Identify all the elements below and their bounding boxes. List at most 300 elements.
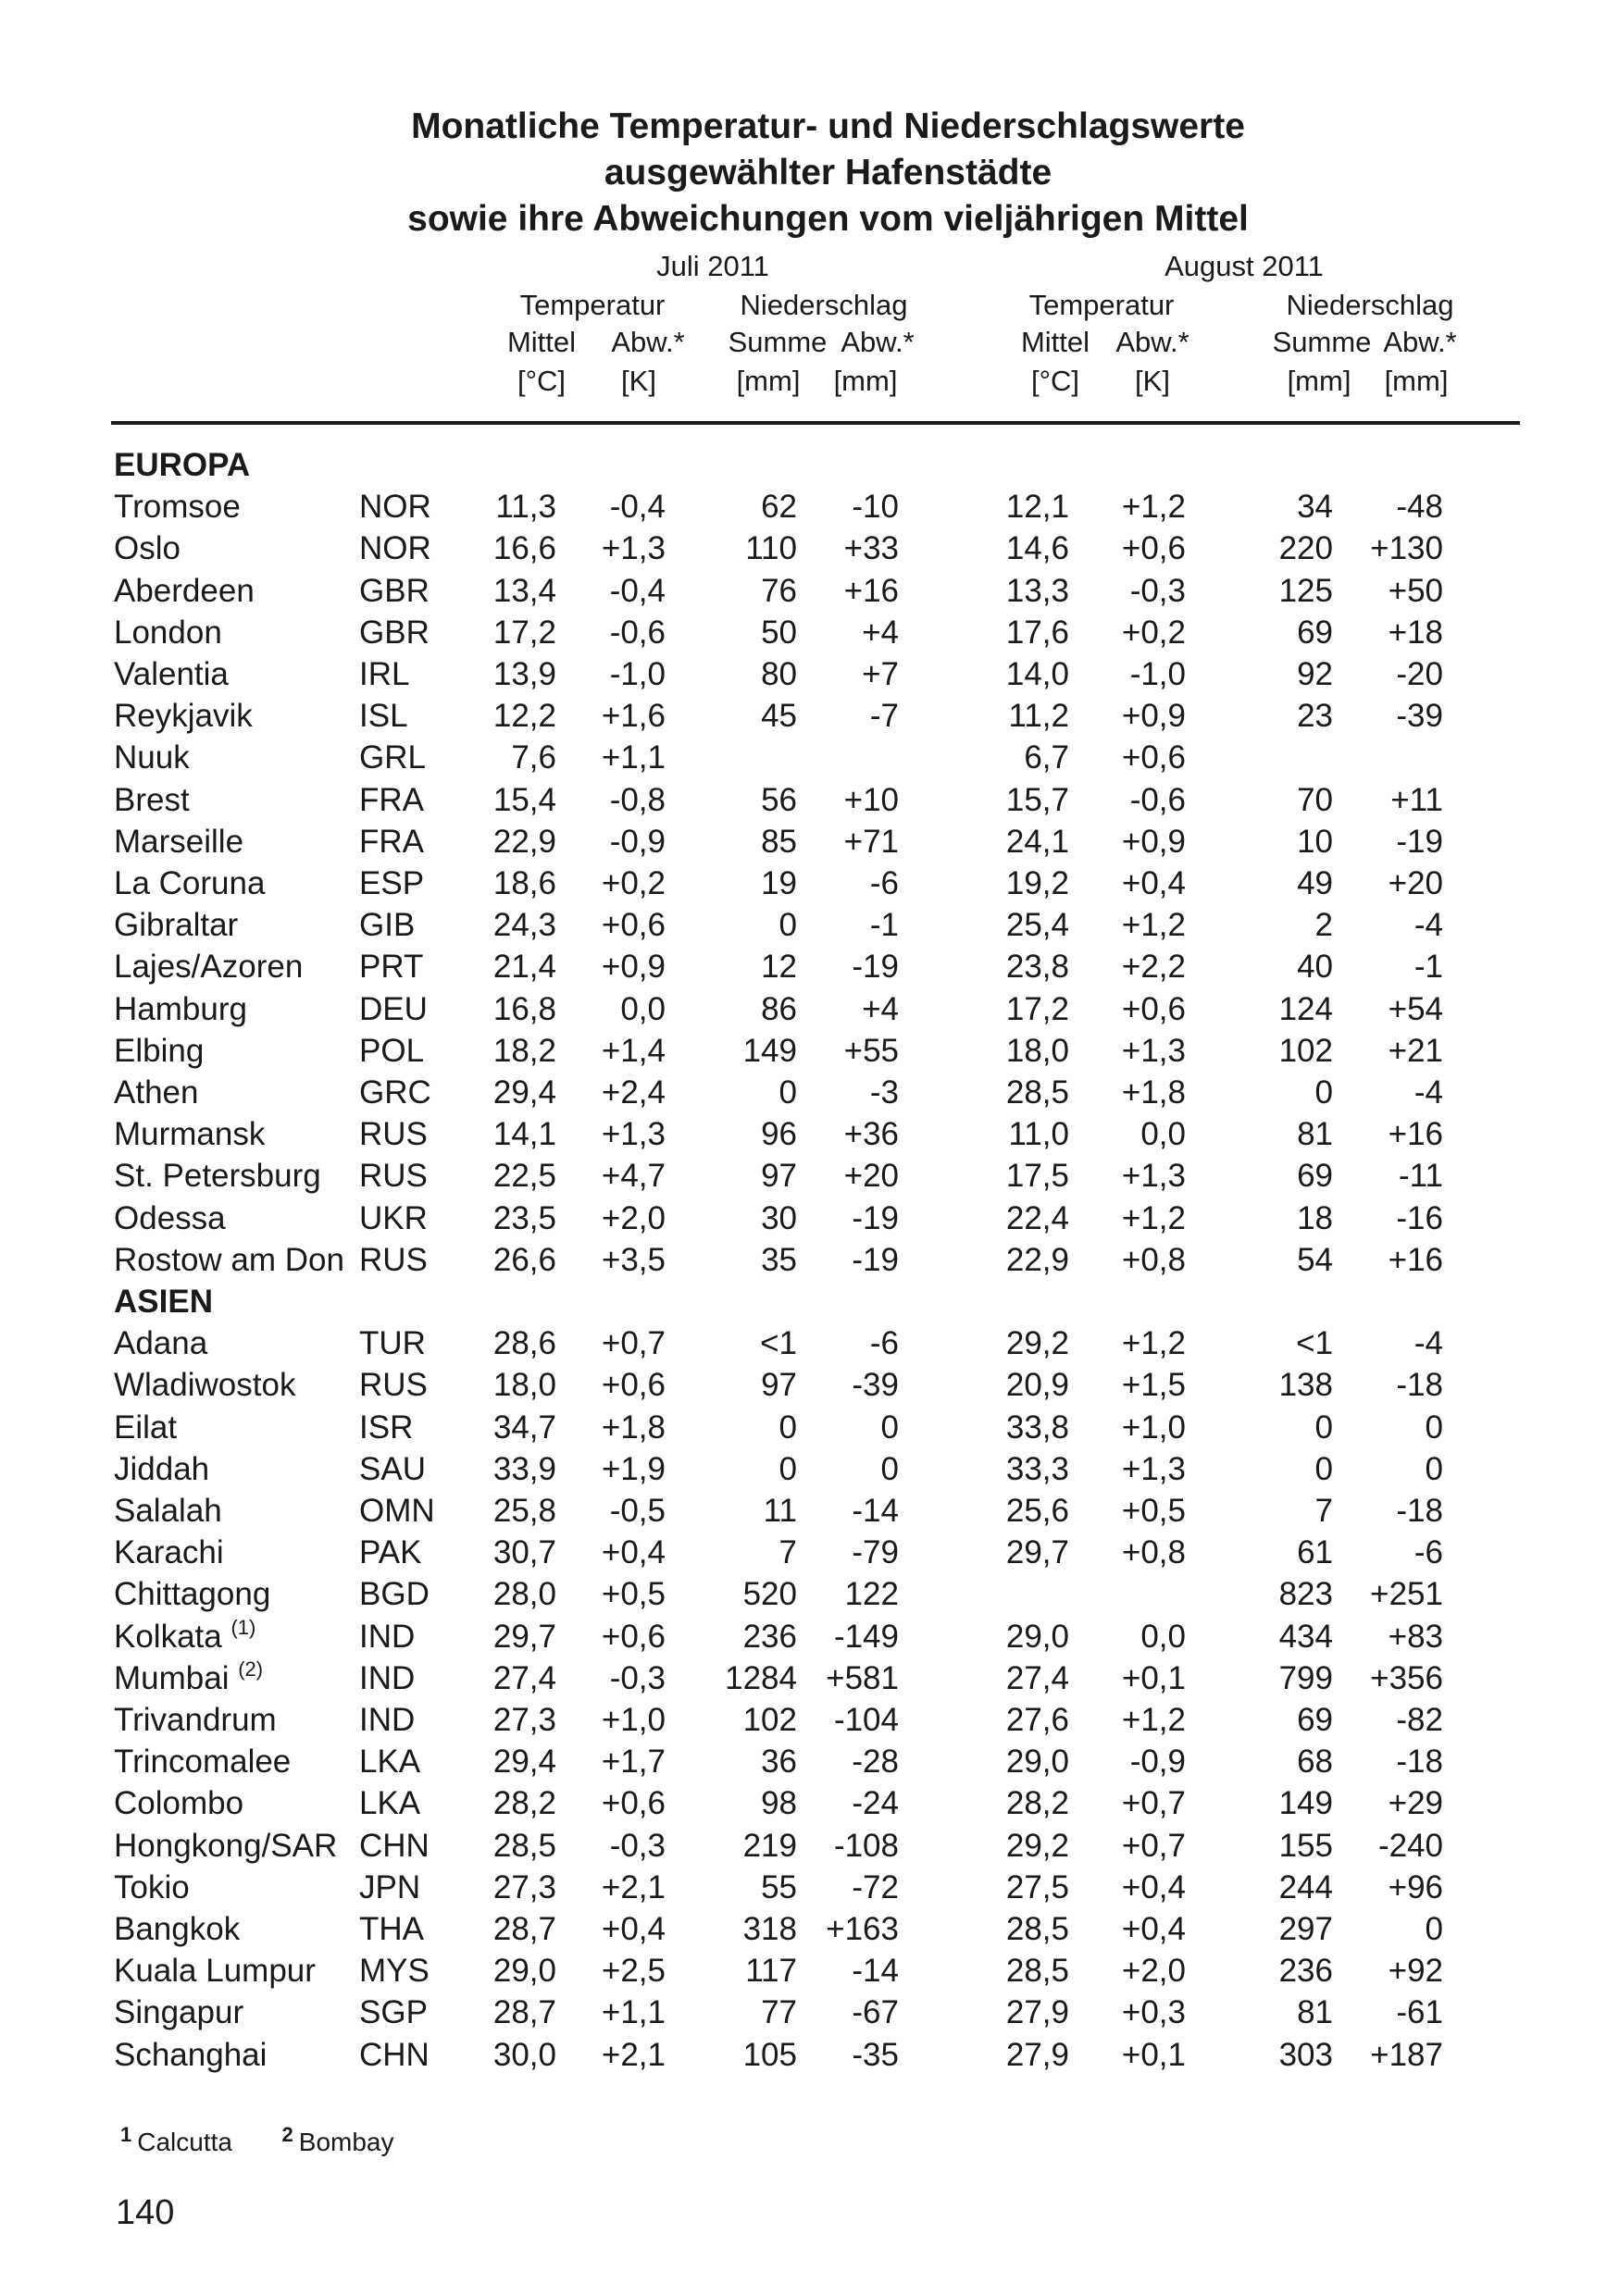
cell-august-mean: 12,1 (1005, 489, 1069, 526)
cell-country-code: SGP (359, 1994, 428, 2031)
cell-july-temp-dev: +0,9 (601, 949, 666, 986)
table-row (0, 1155, 1619, 1197)
header-july-precip-dev: Abw.* (841, 326, 915, 358)
cell-august-mean: 13,3 (1005, 572, 1069, 609)
cell-country-code: ISR (359, 1409, 414, 1446)
cell-country-code: MYS (359, 1953, 430, 1990)
cell-august-temp-dev: +1,2 (1121, 1199, 1186, 1236)
cell-july-sum: 62 (761, 489, 797, 526)
cell-august-sum: 70 (1297, 781, 1333, 818)
cell-july-temp-dev: +1,9 (601, 1450, 666, 1487)
cell-august-precip-dev: -18 (1396, 1493, 1443, 1529)
cell-august-mean: 28,2 (1005, 1785, 1069, 1822)
cell-country-code: LKA (359, 1744, 421, 1781)
cell-july-sum: 36 (761, 1744, 797, 1781)
cell-july-precip-dev: -19 (852, 1241, 899, 1278)
cell-july-mean: 26,6 (492, 1241, 556, 1278)
cell-city: Tromsoe (114, 489, 241, 526)
cell-august-mean: 33,3 (1005, 1450, 1069, 1487)
cell-city: Chittagong (114, 1576, 271, 1613)
header-july-unit-mm-dev: [mm] (833, 365, 898, 397)
cell-city: Athen (114, 1074, 199, 1111)
table-row (0, 1741, 1619, 1782)
cell-july-temp-dev: -0,6 (609, 614, 666, 651)
header-august-temperature: Temperatur (1028, 289, 1175, 321)
cell-august-sum: 92 (1297, 656, 1333, 692)
cell-august-precip-dev: -20 (1396, 656, 1443, 692)
cell-august-mean: 22,4 (1005, 1199, 1069, 1236)
cell-july-temp-dev: +0,6 (601, 1367, 666, 1404)
cell-july-precip-dev: -67 (852, 1994, 899, 2031)
cell-august-precip-dev: +130 (1370, 530, 1443, 567)
cell-country-code: GIB (359, 907, 416, 944)
cell-july-precip-dev: +4 (862, 990, 899, 1027)
header-july-unit-c: [°C] (517, 365, 566, 397)
cell-august-mean: 17,5 (1005, 1158, 1069, 1195)
cell-august-precip-dev: -1 (1414, 949, 1443, 986)
cell-city: Brest (114, 781, 190, 818)
cell-august-mean: 14,0 (1005, 656, 1069, 692)
cell-july-sum: 19 (761, 865, 797, 901)
cell-july-temp-dev: 0,0 (620, 990, 666, 1027)
table-row (0, 1239, 1619, 1281)
cell-july-temp-dev: +1,1 (601, 739, 666, 776)
cell-august-sum: 40 (1297, 949, 1333, 986)
cell-city: Lajes/Azoren (114, 949, 304, 986)
cell-august-sum: 81 (1297, 1994, 1333, 2031)
cell-july-temp-dev: +0,5 (601, 1576, 666, 1613)
cell-july-mean: 7,6 (511, 739, 556, 776)
cell-august-sum: 236 (1278, 1953, 1333, 1990)
cell-july-temp-dev: +0,7 (601, 1325, 666, 1362)
table-row (0, 1030, 1619, 1072)
cell-august-sum: 138 (1278, 1367, 1333, 1404)
cell-july-sum: 105 (742, 2036, 797, 2073)
header-july-mean: Mittel (506, 326, 577, 358)
cell-city: Kolkata $^{(1)}$ (114, 1615, 256, 1655)
cell-july-precip-dev: -10 (852, 489, 899, 526)
cell-july-mean: 14,1 (492, 1116, 556, 1153)
cell-july-temp-dev: +0,4 (601, 1534, 666, 1571)
cell-july-mean: 17,2 (492, 614, 556, 651)
cell-july-mean: 25,8 (492, 1493, 556, 1529)
cell-country-code: POL (359, 1032, 425, 1069)
cell-july-temp-dev: +1,0 (601, 1702, 666, 1738)
cell-august-precip-dev: +18 (1388, 614, 1443, 651)
cell-july-temp-dev: +2,4 (601, 1074, 666, 1111)
cell-july-mean: 28,2 (492, 1785, 556, 1822)
cell-august-temp-dev: +0,4 (1121, 1868, 1186, 1905)
cell-july-mean: 28,0 (492, 1576, 556, 1613)
header-august-sum: Summe (1272, 326, 1372, 358)
cell-country-code: RUS (359, 1367, 428, 1404)
cell-city: Murmansk (114, 1116, 266, 1153)
header-august-unit-mm-dev: [mm] (1384, 365, 1449, 397)
cell-july-precip-dev: -19 (852, 1199, 899, 1236)
cell-july-precip-dev: -1 (869, 907, 899, 944)
table-row (0, 2034, 1619, 2076)
header-month-august: August 2011 (1164, 250, 1324, 282)
cell-july-temp-dev: +1,3 (601, 530, 666, 567)
cell-july-temp-dev: -0,3 (609, 1827, 666, 1864)
section-heading: ASIEN (114, 1284, 213, 1320)
cell-july-temp-dev: -0,4 (609, 489, 666, 526)
header-august-precip-dev: Abw.* (1383, 326, 1457, 358)
cell-august-sum: 2 (1314, 907, 1333, 944)
section-heading: EUROPA (114, 447, 251, 483)
cell-august-mean: 18,0 (1005, 1032, 1069, 1069)
header-august-mean: Mittel (1020, 326, 1090, 358)
table-row (0, 1867, 1619, 1908)
cell-august-mean: 24,1 (1005, 823, 1069, 860)
cell-august-precip-dev: -61 (1396, 1994, 1443, 2031)
cell-august-precip-dev: +29 (1388, 1785, 1443, 1822)
cell-august-precip-dev: +83 (1388, 1618, 1443, 1655)
cell-august-precip-dev: 0 (1425, 1450, 1443, 1487)
cell-august-sum: 61 (1297, 1534, 1333, 1571)
cell-july-precip-dev: +55 (843, 1032, 899, 1069)
cell-august-precip-dev: +251 (1370, 1576, 1443, 1613)
cell-august-mean: 27,5 (1005, 1868, 1069, 1905)
table-row (0, 1322, 1619, 1364)
cell-july-precip-dev: -149 (833, 1618, 899, 1655)
cell-july-precip-dev: -7 (869, 698, 899, 735)
cell-august-sum: 823 (1278, 1576, 1333, 1613)
cell-city: Marseille (114, 823, 244, 860)
cell-july-sum: 80 (761, 656, 797, 692)
cell-july-temp-dev: +2,5 (601, 1953, 666, 1990)
cell-august-precip-dev: +11 (1390, 781, 1443, 818)
cell-country-code: UKR (359, 1199, 428, 1236)
cell-july-sum: 97 (761, 1158, 797, 1195)
cell-july-mean: 15,4 (492, 781, 556, 818)
cell-july-temp-dev: -0,8 (609, 781, 666, 818)
cell-july-precip-dev: +33 (843, 530, 899, 567)
cell-country-code: RUS (359, 1116, 428, 1153)
cell-july-sum: 7 (778, 1534, 797, 1571)
cell-august-temp-dev: +0,1 (1121, 1659, 1186, 1696)
cell-city: Kuala Lumpur (114, 1953, 316, 1990)
cell-august-sum: 0 (1314, 1450, 1333, 1487)
cell-august-mean: 28,5 (1005, 1911, 1069, 1947)
cell-city: La Coruna (114, 865, 266, 901)
cell-august-sum: 7 (1314, 1493, 1333, 1529)
cell-july-precip-dev: -14 (852, 1953, 899, 1990)
cell-august-precip-dev: -240 (1377, 1827, 1443, 1864)
cell-august-temp-dev: +0,1 (1121, 2036, 1186, 2073)
cell-july-temp-dev: -0,4 (609, 572, 666, 609)
cell-july-precip-dev: +10 (843, 781, 899, 818)
cell-city: Tokio (114, 1868, 190, 1905)
table-row (0, 570, 1619, 612)
cell-city: Aberdeen (114, 572, 255, 609)
cell-july-precip-dev: -6 (869, 865, 899, 901)
cell-july-sum: 236 (742, 1618, 797, 1655)
header-july-unit-mm-sum: [mm] (736, 365, 801, 397)
table-row (0, 527, 1619, 569)
cell-august-sum: 34 (1297, 489, 1333, 526)
cell-august-sum: 303 (1278, 2036, 1333, 2073)
cell-august-precip-dev: -82 (1396, 1702, 1443, 1738)
cell-july-temp-dev: +2,1 (601, 2036, 666, 2073)
cell-july-mean: 27,3 (492, 1702, 556, 1738)
cell-august-temp-dev: +0,7 (1121, 1827, 1186, 1864)
cell-august-precip-dev: -6 (1414, 1534, 1443, 1571)
cell-august-temp-dev: 0,0 (1140, 1618, 1186, 1655)
cell-july-sum: 50 (761, 614, 797, 651)
cell-july-temp-dev: +4,7 (601, 1158, 666, 1195)
cell-august-sum: 81 (1297, 1116, 1333, 1153)
header-august-precipitation: Niederschlag (1286, 289, 1454, 321)
cell-august-temp-dev: +0,6 (1121, 990, 1186, 1027)
cell-august-mean: 19,2 (1005, 865, 1069, 901)
cell-july-precip-dev: -79 (852, 1534, 899, 1571)
cell-country-code: IND (359, 1659, 416, 1696)
cell-july-mean: 18,0 (492, 1367, 556, 1404)
cell-city: Odessa (114, 1199, 226, 1236)
cell-city: Oslo (114, 530, 181, 567)
cell-july-sum: 0 (778, 1409, 797, 1446)
cell-august-sum: 10 (1297, 823, 1333, 860)
cell-city: Trincomalee (114, 1744, 292, 1781)
cell-country-code: GRL (359, 739, 426, 776)
cell-city: Jiddah (114, 1450, 210, 1487)
cell-city: Hongkong/SAR (114, 1827, 338, 1864)
cell-july-precip-dev: -6 (869, 1325, 899, 1362)
cell-july-sum: 76 (761, 572, 797, 609)
cell-country-code: SAU (359, 1450, 426, 1487)
cell-july-precip-dev: 0 (880, 1409, 899, 1446)
cell-july-precip-dev: 0 (880, 1450, 899, 1487)
title-line-1: Monatliche Temperatur- und Niederschlagswerte (411, 106, 1245, 146)
cell-august-sum: 149 (1278, 1785, 1333, 1822)
cell-july-sum: 520 (742, 1576, 797, 1613)
table-row (0, 737, 1619, 778)
cell-august-temp-dev: +0,9 (1121, 698, 1186, 735)
cell-city: Reykjavik (114, 698, 253, 735)
cell-august-sum: 18 (1297, 1199, 1333, 1236)
cell-august-temp-dev: +1,2 (1121, 489, 1186, 526)
cell-city: Adana (114, 1325, 208, 1362)
cell-august-mean: 29,7 (1005, 1534, 1069, 1571)
cell-july-precip-dev: -14 (852, 1493, 899, 1529)
cell-july-mean: 34,7 (492, 1409, 556, 1446)
footnote-marker: (1) (230, 1615, 256, 1639)
table-row (0, 1992, 1619, 2033)
table-row (0, 1657, 1619, 1699)
cell-july-mean: 16,6 (492, 530, 556, 567)
table-row (0, 946, 1619, 987)
cell-july-mean: 21,4 (492, 949, 556, 986)
cell-august-sum: 69 (1297, 1158, 1333, 1195)
table-row (0, 1950, 1619, 1992)
cell-country-code: ESP (359, 865, 425, 901)
cell-country-code: IND (359, 1702, 416, 1738)
table-row (0, 1532, 1619, 1573)
cell-july-sum: 98 (761, 1785, 797, 1822)
cell-july-mean: 13,9 (492, 656, 556, 692)
cell-country-code: LKA (359, 1785, 421, 1822)
cell-august-temp-dev: +0,8 (1121, 1241, 1186, 1278)
cell-july-mean: 12,2 (492, 698, 556, 735)
cell-july-precip-dev: +4 (862, 614, 899, 651)
cell-august-mean: 25,6 (1005, 1493, 1069, 1529)
cell-country-code: CHN (359, 1827, 430, 1864)
header-august-unit-k: [K] (1135, 365, 1170, 397)
cell-country-code: GBR (359, 572, 430, 609)
cell-august-mean: 33,8 (1005, 1409, 1069, 1446)
cell-august-temp-dev: +0,6 (1121, 739, 1186, 776)
title-line-2: ausgewählter Hafenstädte (604, 153, 1052, 192)
cell-city: Nuuk (114, 739, 190, 776)
table-row (0, 1407, 1619, 1448)
cell-august-precip-dev: -11 (1399, 1158, 1443, 1195)
cell-city: Rostow am Don (114, 1241, 344, 1278)
cell-august-sum: <1 (1296, 1325, 1333, 1362)
table-row (0, 1825, 1619, 1867)
cell-country-code: BGD (359, 1576, 430, 1613)
cell-july-mean: 30,0 (492, 2036, 556, 2073)
header-august-temp-dev: Abw.* (1115, 326, 1189, 358)
cell-july-temp-dev: -0,3 (609, 1659, 666, 1696)
cell-city: Mumbai $^{(2)}$ (114, 1657, 264, 1696)
cell-august-mean: 29,0 (1005, 1618, 1069, 1655)
cell-august-precip-dev: +92 (1388, 1953, 1443, 1990)
cell-august-temp-dev: +0,7 (1121, 1785, 1186, 1822)
cell-city: St. Petersburg (114, 1158, 321, 1195)
cell-july-mean: 30,7 (492, 1534, 556, 1571)
cell-july-temp-dev: +0,2 (601, 865, 666, 901)
cell-august-temp-dev: +1,3 (1121, 1450, 1186, 1487)
cell-august-sum: 23 (1297, 698, 1333, 735)
cell-august-temp-dev: +2,0 (1121, 1953, 1186, 1990)
cell-july-mean: 28,5 (492, 1827, 556, 1864)
cell-august-sum: 69 (1297, 614, 1333, 651)
cell-july-temp-dev: -1,0 (609, 656, 666, 692)
cell-august-sum: 155 (1278, 1827, 1333, 1864)
footnote-1: $^1$ Calcutta (120, 2123, 232, 2156)
cell-august-precip-dev: +187 (1370, 2036, 1443, 2073)
cell-august-precip-dev: 0 (1425, 1911, 1443, 1947)
cell-july-mean: 28,7 (492, 1994, 556, 2031)
cell-august-precip-dev: +16 (1388, 1241, 1443, 1278)
cell-july-temp-dev: +0,6 (601, 907, 666, 944)
cell-country-code: THA (359, 1911, 424, 1947)
cell-august-temp-dev: +0,9 (1121, 823, 1186, 860)
cell-august-temp-dev: +0,6 (1121, 530, 1186, 567)
cell-country-code: RUS (359, 1158, 428, 1195)
header-july-unit-k: [K] (621, 365, 656, 397)
cell-july-sum: 0 (778, 1074, 797, 1111)
cell-august-temp-dev: +1,8 (1121, 1074, 1186, 1111)
cell-august-mean: 6,7 (1024, 739, 1069, 776)
table-row (0, 1490, 1619, 1532)
cell-july-mean: 16,8 (492, 990, 556, 1027)
cell-july-mean: 29,4 (492, 1074, 556, 1111)
cell-july-precip-dev: -104 (833, 1702, 899, 1738)
cell-july-temp-dev: +0,6 (601, 1785, 666, 1822)
cell-july-precip-dev: +16 (843, 572, 899, 609)
cell-july-mean: 29,7 (492, 1618, 556, 1655)
cell-country-code: PAK (359, 1534, 422, 1571)
cell-country-code: PRT (359, 949, 424, 986)
cell-august-mean: 25,4 (1005, 907, 1069, 944)
cell-july-temp-dev: -0,9 (609, 823, 666, 860)
header-rule (111, 421, 1520, 425)
header-august-unit-mm-sum: [mm] (1287, 365, 1351, 397)
cell-july-sum: <1 (760, 1325, 797, 1362)
cell-august-precip-dev: -39 (1396, 698, 1443, 735)
cell-july-temp-dev: +1,4 (601, 1032, 666, 1069)
cell-july-temp-dev: +3,5 (601, 1241, 666, 1278)
table-row (0, 1072, 1619, 1113)
cell-july-precip-dev: -39 (852, 1367, 899, 1404)
cell-city: Wladiwostok (114, 1367, 296, 1404)
cell-august-mean: 11,2 (1008, 698, 1069, 735)
cell-august-precip-dev: -4 (1414, 1074, 1443, 1111)
cell-august-mean: 11,0 (1008, 1116, 1069, 1153)
cell-august-temp-dev: +1,2 (1121, 907, 1186, 944)
cell-august-mean: 23,8 (1005, 949, 1069, 986)
cell-july-temp-dev: +0,6 (601, 1618, 666, 1655)
cell-august-mean: 27,9 (1005, 2036, 1069, 2073)
cell-august-temp-dev: +1,5 (1121, 1367, 1186, 1404)
cell-july-sum: 318 (742, 1911, 797, 1947)
cell-country-code: RUS (359, 1241, 428, 1278)
cell-city: Hamburg (114, 990, 247, 1027)
footnote-marker: (2) (238, 1657, 264, 1681)
cell-august-temp-dev: +2,2 (1121, 949, 1186, 986)
cell-july-mean: 18,2 (492, 1032, 556, 1069)
header-july-sum: Summe (728, 326, 828, 358)
cell-august-sum: 220 (1278, 530, 1333, 567)
header-july-temperature: Temperatur (519, 289, 666, 321)
cell-city: Schanghai (114, 2036, 268, 2073)
cell-august-mean: 28,5 (1005, 1074, 1069, 1111)
cell-august-sum: 69 (1297, 1702, 1333, 1738)
cell-july-sum: 0 (778, 1450, 797, 1487)
cell-july-precip-dev: -3 (869, 1074, 899, 1111)
table-row (0, 904, 1619, 946)
header-july-temp-dev: Abw.* (611, 326, 685, 358)
cell-july-mean: 28,7 (492, 1911, 556, 1947)
cell-august-precip-dev: +20 (1388, 865, 1443, 901)
table-row (0, 1113, 1619, 1155)
cell-country-code: ISL (359, 698, 408, 735)
cell-july-precip-dev: -19 (852, 949, 899, 986)
cell-july-mean: 11,3 (495, 489, 556, 526)
cell-august-precip-dev: +356 (1370, 1659, 1443, 1696)
cell-july-precip-dev: +71 (843, 823, 899, 860)
cell-july-mean: 33,9 (492, 1450, 556, 1487)
table-row (0, 821, 1619, 863)
cell-august-mean: 27,4 (1005, 1659, 1069, 1696)
cell-country-code: GRC (359, 1074, 431, 1111)
cell-july-sum: 219 (742, 1827, 797, 1864)
cell-july-mean: 22,5 (492, 1158, 556, 1195)
cell-july-sum: 35 (761, 1241, 797, 1278)
cell-country-code: NOR (359, 530, 431, 567)
cell-july-precip-dev: +20 (843, 1158, 899, 1195)
cell-city: Gibraltar (114, 907, 239, 944)
cell-july-sum: 12 (761, 949, 797, 986)
table-row (0, 779, 1619, 821)
cell-july-mean: 29,0 (492, 1953, 556, 1990)
cell-august-sum: 244 (1278, 1868, 1333, 1905)
cell-july-sum: 45 (761, 698, 797, 735)
cell-august-sum: 54 (1297, 1241, 1333, 1278)
cell-august-sum: 297 (1278, 1911, 1333, 1947)
